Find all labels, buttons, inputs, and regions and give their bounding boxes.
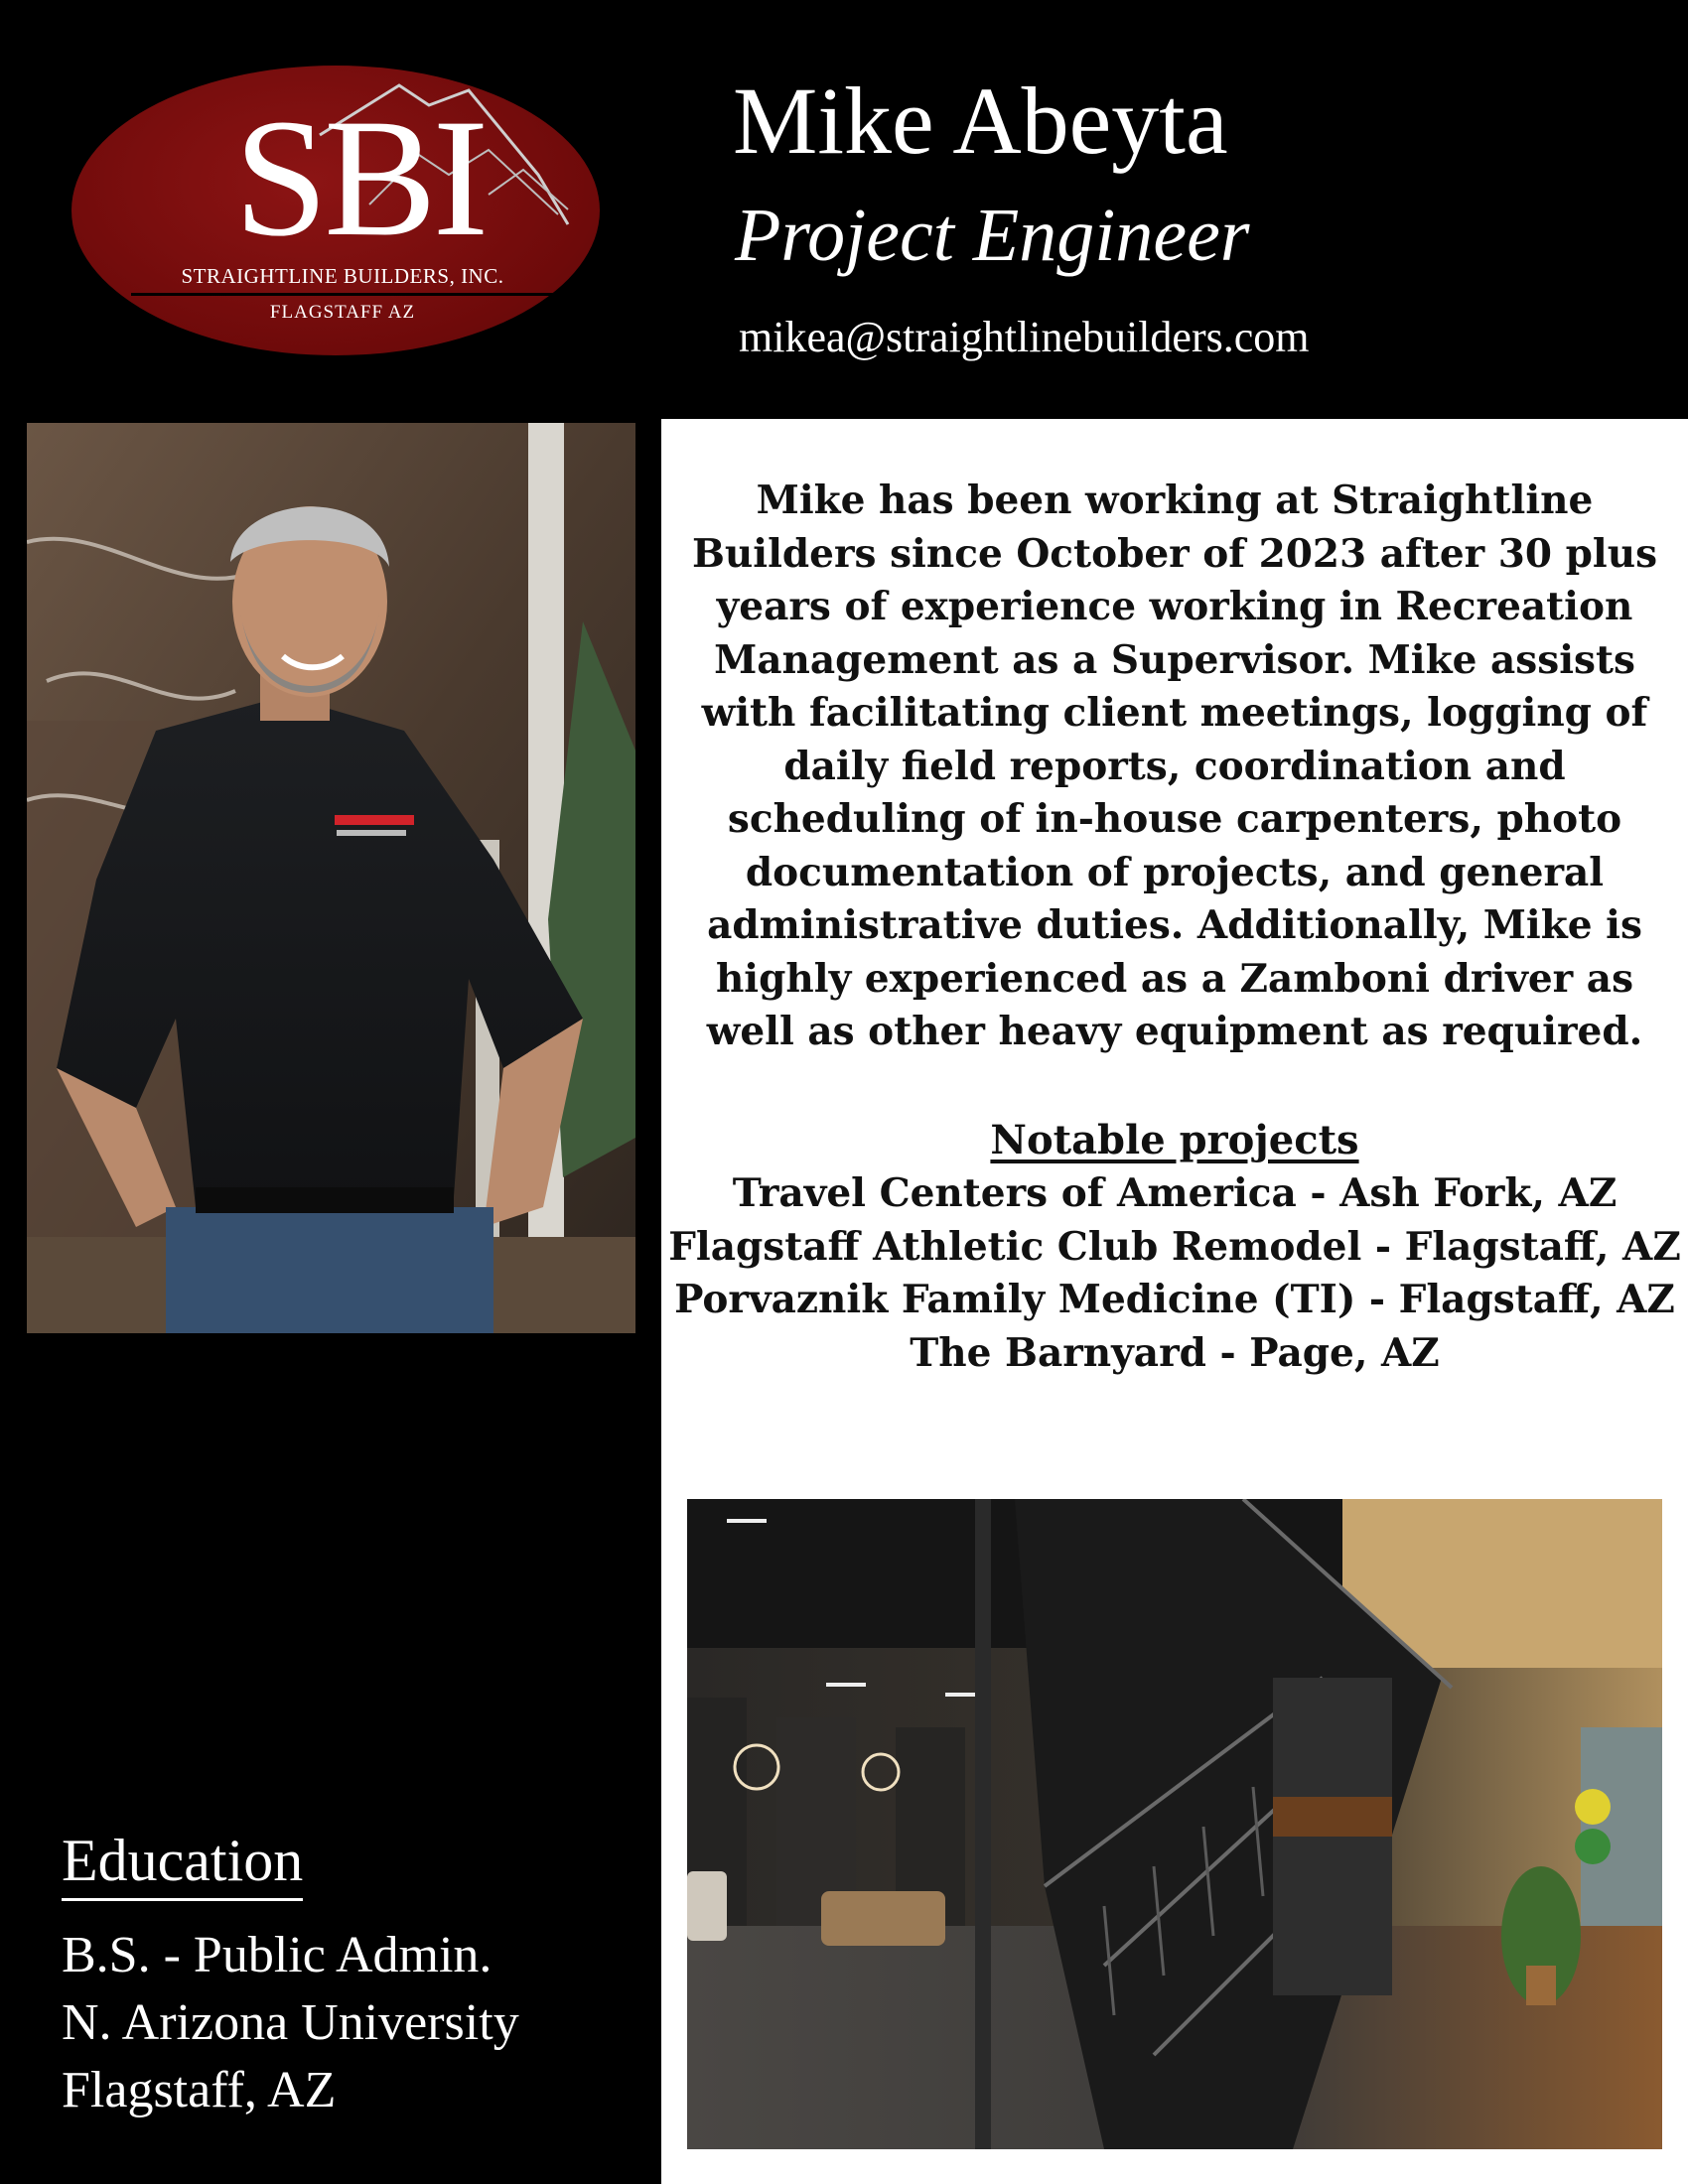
logo-letters: SBI [233,84,486,271]
interior-photo [687,1499,1662,2149]
company-logo [71,66,600,355]
education-location: Flagstaff, AZ [62,2062,337,2118]
education-degree: B.S. - Public Admin. [62,1927,492,1983]
email-address[interactable]: mikea@straightlinebuilders.com [739,313,1310,361]
bio-paragraph: Mike has been working at Straightline Builders since October of 2023 after 30 plus years of experience working in Recreation Management as a Supervisor. Mike assists with facilitating client meetings, logging of daily field reports, coordination and scheduling of in-house carpenters, photo documentation of projects, and general administrative duties. Additionally, Mike is highly experienced as a Zamboni driver as well as other heavy equipment as required. [691,478,1658,1054]
project-list [661,1167,1688,1380]
job-title: Project Engineer [735,194,1250,277]
projects-heading [661,1114,1688,1167]
education-heading: Education [62,1825,303,1901]
project-item: Travel Centers of America - Ash Fork, AZ [732,1170,1618,1216]
education-school: N. Arizona University [62,1994,519,2051]
logo-company-name: STRAIGHTLINE BUILDERS, INC. [131,264,554,296]
portrait-photo [27,423,635,1333]
logo-city: FLAGSTAFF AZ [269,302,416,323]
project-item: The Barnyard - Page, AZ [910,1329,1440,1376]
person-name: Mike Abeyta [733,68,1228,174]
education-details [62,1922,519,2124]
projects-heading-text: Notable projects [990,1117,1359,1163]
project-item: Porvaznik Family Medicine (TI) - Flagstaff, AZ [674,1277,1675,1322]
project-item: Flagstaff Athletic Club Remodel - Flagstaff, AZ [668,1223,1681,1270]
